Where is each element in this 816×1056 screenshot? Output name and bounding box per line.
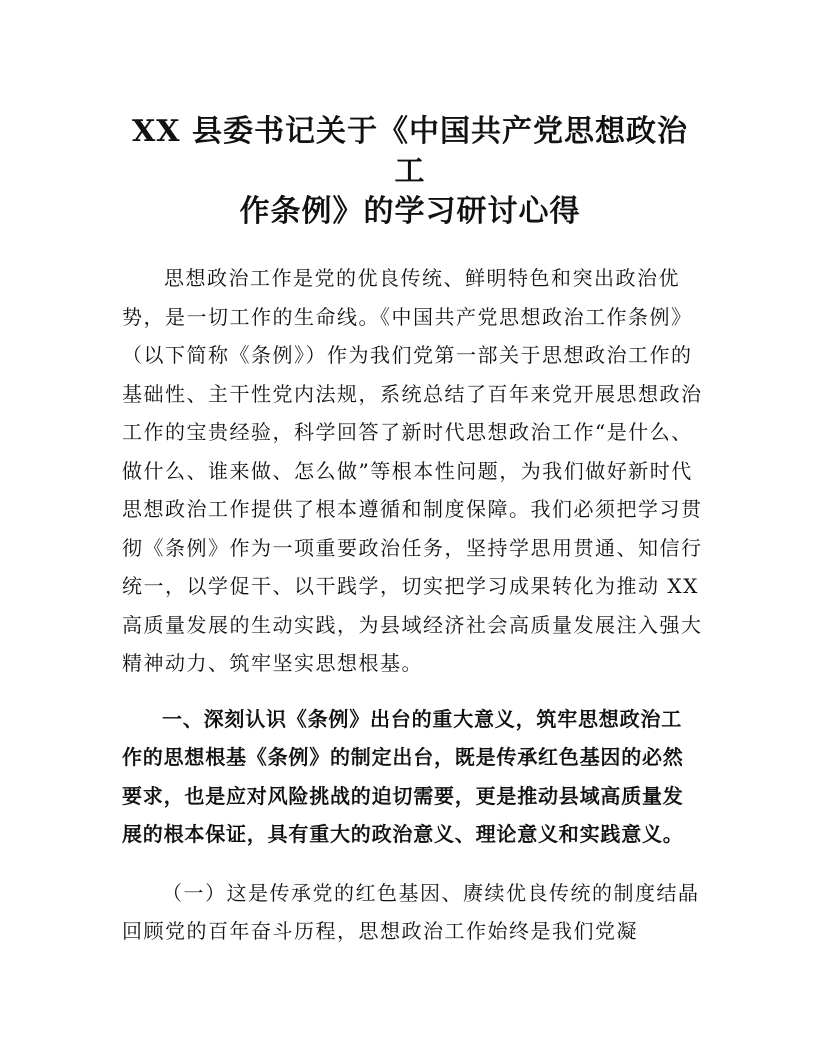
heading-line: 要求，也是应对风险挑战的迫切需要，更是推动县域高质量发 (122, 783, 684, 808)
text-line: 回顾党的百年奋斗历程，思想政治工作始终是我们党凝 (122, 919, 638, 943)
subsection-paragraph-1 (122, 874, 698, 951)
text-line: （一）这是传承党的红色基因、赓续优良传统的制度结晶 (162, 880, 700, 905)
text-line: 彻《条例》作为一项重要政治任务，坚持学思用贯通、知信行 (122, 535, 703, 560)
section-heading-1 (122, 700, 698, 854)
text-line: 思想政治工作是党的优良传统、鲜明特色和突出政治优 (164, 266, 680, 290)
text-line: （以下简称《条例》）作为我们党第一部关于思想政治工作的 (122, 343, 693, 367)
title-line: XX 县委书记关于《中国共产党思想政治工 (132, 114, 688, 189)
text-line: 势，是一切工作的生命线。《中国共产党思想政治工作条例》 (122, 304, 693, 329)
text-line: 基础性、主干性党内法规，系统总结了百年来党开展思想政治 (122, 381, 703, 406)
heading-line: 作的思想根基《条例》的制定出台，既是传承红色基因的必然 (122, 745, 684, 769)
text-line: 高质量发展的生动实践，为县域经济社会高质量发展注入强大 (122, 612, 703, 637)
text-line: 统一，以学促干、以干践学，切实把学习成果转化为推动 XX (122, 574, 699, 598)
document-title (122, 112, 698, 232)
text-line: 思想政治工作提供了根本遵循和制度保障。我们必须把学习贯 (122, 497, 703, 521)
text-line: 做什么、谁来做、怎么做”等根本性问题，为我们做好新时代 (122, 458, 693, 483)
title-line: 作条例》的学习研讨心得 (239, 194, 581, 229)
text-line: 精神动力、筑牢坚实思想根基。 (122, 651, 423, 675)
heading-line: 一、深刻认识《条例》出台的重大意义，筑牢思想政治工 (162, 706, 682, 731)
intro-paragraph (122, 259, 703, 683)
text-line: 工作的宝贵经验，科学回答了新时代思想政治工作“是什么、 (122, 420, 693, 444)
heading-line: 展的根本保证，具有重大的政治意义、理论意义和实践意义。 (122, 822, 684, 846)
